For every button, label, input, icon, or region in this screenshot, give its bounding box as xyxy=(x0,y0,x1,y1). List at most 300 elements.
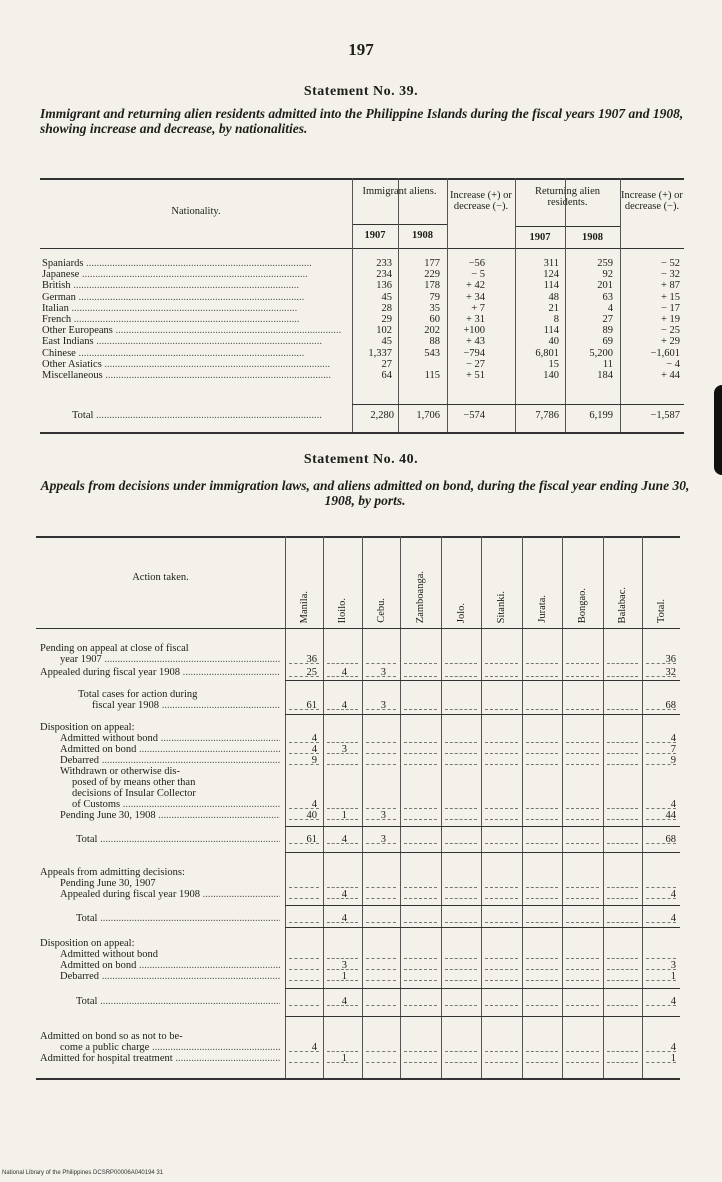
cell-dash xyxy=(327,663,358,664)
total-value: 4 xyxy=(670,733,676,744)
nationality-label: Other Asiatics ..... xyxy=(42,359,348,370)
action-label: Withdrawn or otherwise dis- xyxy=(60,766,181,777)
total-value: 9 xyxy=(670,755,676,766)
cell-dash xyxy=(607,1005,638,1006)
returning-1907-value: 124 xyxy=(543,269,559,281)
cell-dash xyxy=(327,969,358,970)
immigrant-1907-value: 234 xyxy=(376,269,392,281)
cell-dash xyxy=(445,742,477,743)
cell-dash xyxy=(485,922,518,923)
cell-dash xyxy=(366,764,396,765)
cell-dash xyxy=(289,753,319,754)
cell-dash xyxy=(366,663,396,664)
returning-change-value: − 52 xyxy=(660,258,680,269)
total-value: 44 xyxy=(665,810,676,821)
cell-dash xyxy=(646,764,676,765)
total-immigrant-1907: 2,280 xyxy=(370,410,394,421)
cell-dash xyxy=(366,898,396,899)
cell-dash xyxy=(404,808,437,809)
iloilo-value: 4 xyxy=(341,834,347,845)
immigrant-change-value: −56 xyxy=(468,258,485,269)
immigrant-1908-value: 88 xyxy=(429,336,440,348)
cell-dash xyxy=(404,764,437,765)
port-header xyxy=(642,545,680,623)
cell-dash xyxy=(485,676,518,677)
cell-dash xyxy=(327,887,358,888)
header-bottom-rule-40 xyxy=(36,628,680,629)
returning-change-value: − 25 xyxy=(660,325,680,337)
cell-dash xyxy=(366,676,396,677)
cell-dash xyxy=(607,742,638,743)
immigrant-change-value: +100 xyxy=(463,325,485,337)
cell-dash xyxy=(445,887,477,888)
header-immigrant: Immigrant aliens. xyxy=(362,186,437,197)
total-value: 4 xyxy=(670,889,676,900)
cell-dash xyxy=(327,676,358,677)
cell-dash xyxy=(566,980,599,981)
action-label: of Customs ..... xyxy=(72,799,280,810)
action-label: Appeals from admitting decisions: xyxy=(40,867,185,878)
action-label: Admitted on bond ..... xyxy=(60,960,280,971)
cebu-value: 3 xyxy=(380,700,386,711)
cell-dash xyxy=(526,898,558,899)
section-rule xyxy=(285,905,680,906)
footer-credit: National Library of the Philippines DCSRP00006A040194 31 xyxy=(2,1170,164,1176)
immigrant-1908-value: 177 xyxy=(424,258,440,269)
cell-dash xyxy=(485,753,518,754)
immigrant-1908-value: 60 xyxy=(429,314,440,325)
returning-1908-value: 92 xyxy=(602,269,613,281)
cell-dash xyxy=(566,843,599,844)
port-header-label: Bongao. xyxy=(577,587,588,623)
cell-dash xyxy=(607,887,638,888)
cell-dash xyxy=(526,819,558,820)
action-label: Admitted for hospital treatment ..... xyxy=(40,1053,280,1064)
cell-dash xyxy=(445,709,477,710)
cell-dash xyxy=(485,980,518,981)
cell-dash xyxy=(485,808,518,809)
total-value: 7 xyxy=(670,744,676,755)
iloilo-value: 4 xyxy=(341,889,347,900)
cell-dash xyxy=(485,969,518,970)
immigrant-1907-value: 64 xyxy=(381,370,392,381)
total-value: 68 xyxy=(665,834,676,845)
cell-dash xyxy=(404,1062,437,1063)
cell-dash xyxy=(445,676,477,677)
returning-1907-value: 311 xyxy=(543,258,559,269)
cell-dash xyxy=(366,980,396,981)
cell-dash xyxy=(289,887,319,888)
header-1908-returning: 1908 xyxy=(582,232,603,243)
port-header xyxy=(362,545,400,623)
cell-dash xyxy=(526,843,558,844)
cell-dash xyxy=(646,663,676,664)
total-label: Total ..... xyxy=(72,410,348,421)
action-label: year 1907 ..... xyxy=(60,654,280,665)
cell-dash xyxy=(646,742,676,743)
cell-dash xyxy=(327,843,358,844)
cell-dash xyxy=(566,922,599,923)
returning-1907-value: 48 xyxy=(548,291,559,303)
header-sub-rule-2 xyxy=(515,226,620,227)
action-label: posed of by means other than xyxy=(72,777,196,788)
cell-dash xyxy=(404,663,437,664)
cell-dash xyxy=(526,676,558,677)
cell-dash xyxy=(485,709,518,710)
cell-dash xyxy=(526,742,558,743)
cell-dash xyxy=(485,898,518,899)
section-rule xyxy=(285,714,680,715)
total-rule-a xyxy=(352,404,520,405)
cell-dash xyxy=(566,709,599,710)
immigrant-1908-value: 178 xyxy=(424,280,440,292)
cell-dash xyxy=(366,709,396,710)
cell-dash xyxy=(607,1051,638,1052)
cell-dash xyxy=(289,1005,319,1006)
cell-dash xyxy=(327,742,358,743)
cell-dash xyxy=(646,1005,676,1006)
immigrant-change-value: + 31 xyxy=(465,314,485,325)
cell-dash xyxy=(366,843,396,844)
cell-dash xyxy=(646,843,676,844)
cell-dash xyxy=(445,980,477,981)
nationality-label: German ..... xyxy=(42,292,348,303)
returning-1908-value: 201 xyxy=(597,280,613,292)
cell-dash xyxy=(566,663,599,664)
port-header xyxy=(522,545,562,623)
cell-dash xyxy=(366,922,396,923)
cell-dash xyxy=(566,676,599,677)
cell-dash xyxy=(404,958,437,959)
port-header-label: Manila. xyxy=(298,590,310,623)
cell-dash xyxy=(327,819,358,820)
manila-value: 4 xyxy=(311,733,317,744)
cell-dash xyxy=(289,819,319,820)
cell-dash xyxy=(289,958,319,959)
iloilo-value: 4 xyxy=(341,700,347,711)
action-label: decisions of Insular Collector xyxy=(72,788,196,799)
immigrant-1907-value: 102 xyxy=(376,325,392,337)
action-label: Admitted on bond so as not to be- xyxy=(40,1031,183,1042)
nationality-label: East Indians ..... xyxy=(42,336,348,347)
cell-dash xyxy=(327,958,358,959)
cell-dash xyxy=(646,887,676,888)
cell-dash xyxy=(607,676,638,677)
action-label: Debarred ..... xyxy=(60,971,280,982)
iloilo-value: 4 xyxy=(341,667,347,678)
immigrant-1907-value: 136 xyxy=(376,280,392,292)
cell-dash xyxy=(404,1051,437,1052)
cell-dash xyxy=(566,808,599,809)
cell-dash xyxy=(366,1051,396,1052)
total-value: 4 xyxy=(670,913,676,924)
iloilo-value: 1 xyxy=(341,810,347,821)
port-header xyxy=(400,545,441,623)
cell-dash xyxy=(404,843,437,844)
cell-dash xyxy=(566,1005,599,1006)
cell-dash xyxy=(366,1005,396,1006)
returning-1908-value: 4 xyxy=(607,302,613,314)
cell-dash xyxy=(646,676,676,677)
cell-dash xyxy=(404,922,437,923)
total-value: 36 xyxy=(665,654,676,665)
cell-dash xyxy=(445,819,477,820)
cell-dash xyxy=(366,819,396,820)
action-label: Appealed during fiscal year 1908 ..... xyxy=(40,667,280,678)
port-header xyxy=(562,545,603,623)
total-value: 32 xyxy=(665,667,676,678)
cell-dash xyxy=(289,843,319,844)
cell-dash xyxy=(526,1062,558,1063)
cell-dash xyxy=(566,1051,599,1052)
cell-dash xyxy=(485,843,518,844)
cell-dash xyxy=(289,1051,319,1052)
header-returning: Returning alien residents. xyxy=(534,186,601,208)
manila-value: 40 xyxy=(306,810,317,821)
cell-dash xyxy=(566,887,599,888)
returning-1908-value: 184 xyxy=(597,370,613,381)
cell-dash xyxy=(445,969,477,970)
cell-dash xyxy=(445,1062,477,1063)
immigrant-change-value: − 5 xyxy=(471,269,485,281)
page-edge-shadow xyxy=(714,385,722,475)
immigrant-change-value: −794 xyxy=(463,347,485,359)
cell-dash xyxy=(289,663,319,664)
section-rule xyxy=(285,680,680,681)
cell-dash xyxy=(526,969,558,970)
action-label: Pending on appeal at close of fiscal xyxy=(40,643,189,654)
cell-dash xyxy=(485,742,518,743)
total-value: 1 xyxy=(670,1053,676,1064)
immigrant-1907-value: 27 xyxy=(381,358,392,370)
cell-dash xyxy=(566,1062,599,1063)
nationality-label: Spaniards ..... xyxy=(42,258,348,269)
iloilo-value: 4 xyxy=(341,996,347,1007)
cell-dash xyxy=(646,898,676,899)
cell-dash xyxy=(566,958,599,959)
cell-dash xyxy=(445,663,477,664)
port-header xyxy=(603,545,642,623)
cell-dash xyxy=(327,1062,358,1063)
manila-value: 25 xyxy=(306,667,317,678)
cell-dash xyxy=(366,742,396,743)
returning-1908-value: 89 xyxy=(602,325,613,337)
table-40-top-rule xyxy=(36,536,680,538)
immigrant-change-value: − 27 xyxy=(465,358,485,370)
cell-dash xyxy=(327,1005,358,1006)
action-label: Debarred ..... xyxy=(60,755,280,766)
cell-dash xyxy=(646,1051,676,1052)
cell-dash xyxy=(646,753,676,754)
immigrant-1908-value: 35 xyxy=(429,302,440,314)
manila-value: 4 xyxy=(311,744,317,755)
cell-dash xyxy=(445,922,477,923)
returning-1907-value: 114 xyxy=(543,280,559,292)
cell-dash xyxy=(526,753,558,754)
returning-change-value: + 29 xyxy=(660,336,680,348)
nationality-label: Chinese ..... xyxy=(42,348,348,359)
cell-dash xyxy=(485,764,518,765)
statement-39-title: Statement No. 39. xyxy=(303,84,419,99)
manila-value: 61 xyxy=(306,700,317,711)
returning-1907-value: 8 xyxy=(553,314,559,325)
cell-dash xyxy=(526,663,558,664)
immigrant-1907-value: 45 xyxy=(381,336,392,348)
immigrant-1908-value: 543 xyxy=(424,347,440,359)
immigrant-1908-value: 79 xyxy=(429,291,440,303)
returning-change-value: − 17 xyxy=(660,302,680,314)
cell-dash xyxy=(289,980,319,981)
iloilo-value: 3 xyxy=(341,744,347,755)
header-nationality: Nationality. xyxy=(171,206,221,217)
returning-1907-value: 40 xyxy=(548,336,559,348)
immigrant-change-value: + 42 xyxy=(465,280,485,292)
port-header-label: Sitanki. xyxy=(496,590,507,623)
section-rule xyxy=(285,927,680,928)
manila-value: 4 xyxy=(311,799,317,810)
section-rule xyxy=(285,852,680,853)
cell-dash xyxy=(366,958,396,959)
returning-1907-value: 21 xyxy=(548,302,559,314)
cell-dash xyxy=(526,958,558,959)
cell-dash xyxy=(289,969,319,970)
cell-dash xyxy=(445,1005,477,1006)
cell-dash xyxy=(646,808,676,809)
cell-dash xyxy=(566,742,599,743)
cell-dash xyxy=(327,709,358,710)
cell-dash xyxy=(607,753,638,754)
port-header-label: Cebu. xyxy=(375,598,387,623)
total-returning-1907: 7,786 xyxy=(535,410,559,421)
cell-dash xyxy=(289,808,319,809)
nationality-label: Italian ..... xyxy=(42,303,348,314)
section-rule xyxy=(285,826,680,827)
cell-dash xyxy=(327,753,358,754)
returning-1908-value: 259 xyxy=(597,258,613,269)
cell-dash xyxy=(646,969,676,970)
cebu-value: 3 xyxy=(380,667,386,678)
port-header xyxy=(285,545,323,623)
cell-dash xyxy=(404,676,437,677)
cell-dash xyxy=(327,764,358,765)
total-value: 4 xyxy=(670,799,676,810)
cell-dash xyxy=(404,753,437,754)
cell-dash xyxy=(607,1062,638,1063)
immigrant-1908-value: 229 xyxy=(424,269,440,281)
returning-1907-value: 6,801 xyxy=(535,347,559,359)
cell-dash xyxy=(366,753,396,754)
nationality-label: French ..... xyxy=(42,314,348,325)
returning-change-value: − 4 xyxy=(666,358,680,370)
manila-value: 36 xyxy=(306,654,317,665)
cell-dash xyxy=(445,753,477,754)
returning-1907-value: 114 xyxy=(543,325,559,337)
cell-dash xyxy=(289,922,319,923)
cell-dash xyxy=(566,969,599,970)
cell-dash xyxy=(404,742,437,743)
table-40-bottom-rule xyxy=(36,1078,680,1080)
cell-dash xyxy=(404,898,437,899)
iloilo-value: 3 xyxy=(341,960,347,971)
cell-dash xyxy=(646,709,676,710)
cell-dash xyxy=(366,969,396,970)
cell-dash xyxy=(445,808,477,809)
cell-dash xyxy=(485,819,518,820)
total-rule-b xyxy=(515,404,684,405)
iloilo-value: 1 xyxy=(341,1053,347,1064)
cell-dash xyxy=(526,887,558,888)
action-label: fiscal year 1908 ..... xyxy=(92,700,280,711)
port-header-label: Total. xyxy=(655,598,667,623)
total-value: 3 xyxy=(670,960,676,971)
nationality-label: Other Europeans ..... xyxy=(42,325,348,336)
returning-change-value: − 32 xyxy=(660,269,680,281)
port-header-label: Balabac. xyxy=(617,586,628,623)
immigrant-1907-value: 1,337 xyxy=(368,347,392,359)
nationality-label: British ..... xyxy=(42,280,348,291)
port-header xyxy=(481,545,522,623)
action-label: Disposition on appeal: xyxy=(40,722,135,733)
header-1907-immigrant: 1907 xyxy=(364,230,386,241)
port-header-label: Iloilo. xyxy=(337,597,348,623)
cell-dash xyxy=(404,1005,437,1006)
table-39-bottom-rule xyxy=(40,432,684,434)
immigrant-change-value: + 51 xyxy=(465,370,485,381)
page-number: 197 xyxy=(348,40,374,59)
action-label: Total ..... xyxy=(76,834,280,845)
cell-dash xyxy=(485,663,518,664)
statement-39-subtitle: Immigrant and returning alien residents admitted into the Philippine Islands during the fiscal years 1907 and 1908, showing increase and decrease, by nationalities. xyxy=(40,106,684,136)
immigrant-1907-value: 28 xyxy=(381,302,392,314)
table-39-top-rule xyxy=(40,178,684,180)
cell-dash xyxy=(607,980,638,981)
cell-dash xyxy=(289,676,319,677)
cell-dash xyxy=(646,922,676,923)
cell-dash xyxy=(366,887,396,888)
cell-dash xyxy=(289,898,319,899)
cell-dash xyxy=(607,843,638,844)
returning-1907-value: 15 xyxy=(548,358,559,370)
total-returning-1908: 6,199 xyxy=(589,410,613,421)
action-label: Total ..... xyxy=(76,996,280,1007)
cebu-value: 3 xyxy=(380,810,386,821)
port-header-label: Zamboanga. xyxy=(415,570,426,623)
total-value: 1 xyxy=(670,971,676,982)
cell-dash xyxy=(607,969,638,970)
header-action-taken: Action taken. xyxy=(132,572,189,583)
cell-dash xyxy=(607,709,638,710)
immigrant-1908-value: 115 xyxy=(424,370,440,381)
total-immigrant-1908: 1,706 xyxy=(416,410,440,421)
cebu-value: 3 xyxy=(380,834,386,845)
cell-dash xyxy=(607,922,638,923)
header-sub-rule-1 xyxy=(352,224,447,225)
immigrant-change-value: + 34 xyxy=(465,291,485,303)
cell-dash xyxy=(526,709,558,710)
action-label: Admitted on bond ..... xyxy=(60,744,280,755)
returning-1908-value: 69 xyxy=(602,336,613,348)
action-label: Total cases for action during xyxy=(78,689,198,700)
cell-dash xyxy=(526,808,558,809)
cell-dash xyxy=(445,958,477,959)
cell-dash xyxy=(566,898,599,899)
action-label: Appealed during fiscal year 1908 ..... xyxy=(60,889,280,900)
cell-dash xyxy=(607,663,638,664)
cell-dash xyxy=(607,898,638,899)
header-incdec-1: Increase (+) or decrease (−). xyxy=(450,190,512,212)
cell-dash xyxy=(404,819,437,820)
immigrant-1907-value: 233 xyxy=(376,258,392,269)
